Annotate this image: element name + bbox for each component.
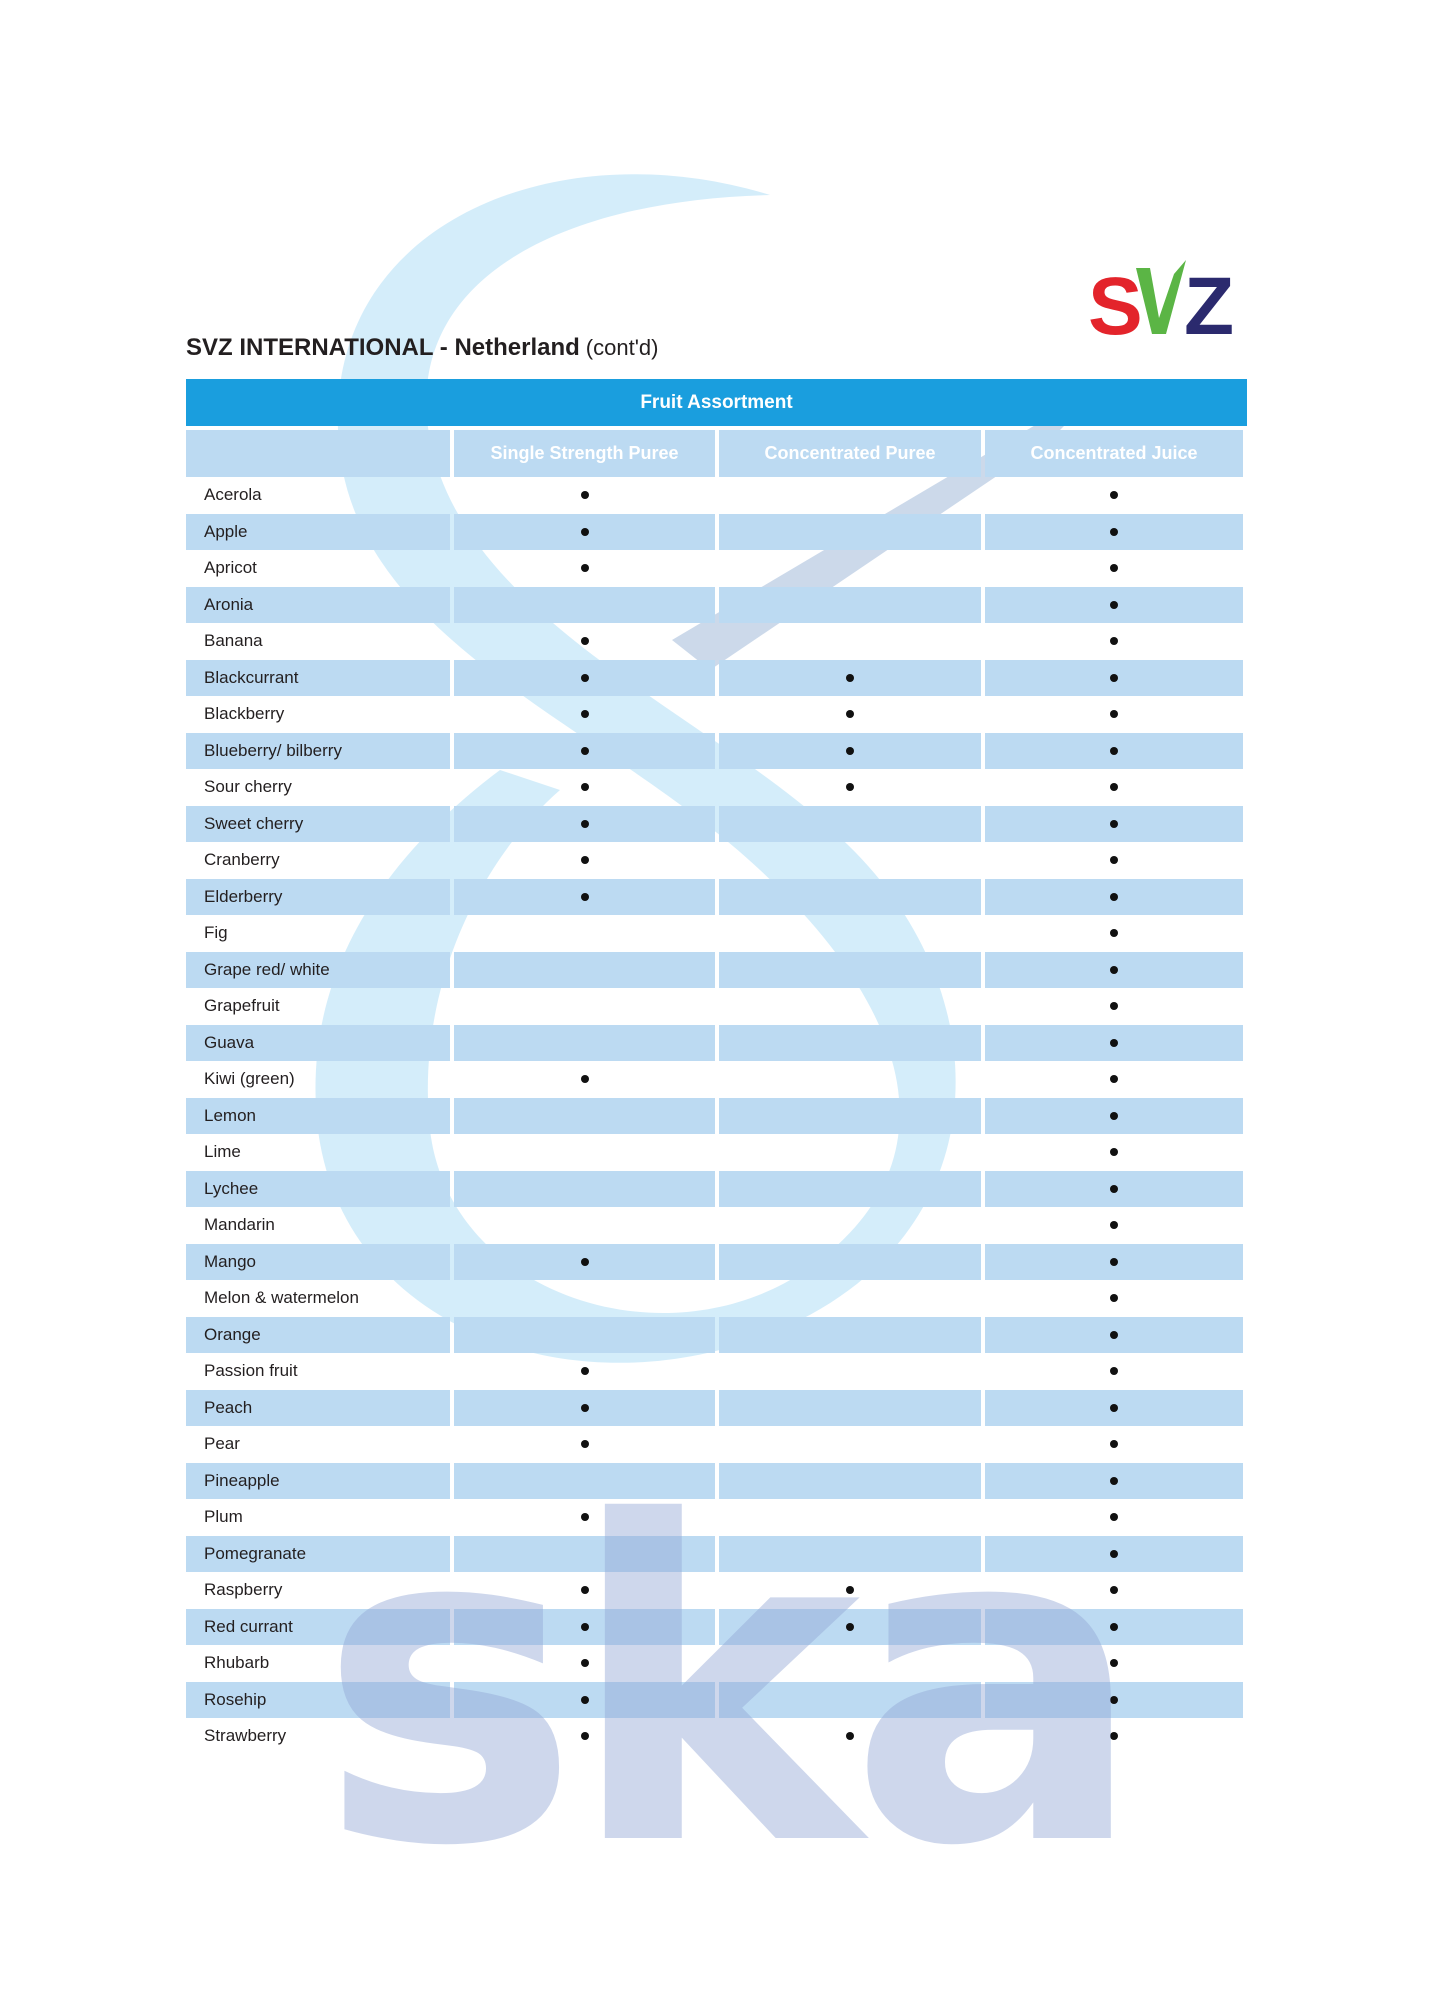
availability-cell xyxy=(454,1171,715,1208)
fruit-name-cell: Lychee xyxy=(186,1171,450,1208)
availability-cell xyxy=(985,1645,1243,1682)
fruit-name-cell: Apple xyxy=(186,514,450,551)
availability-dot xyxy=(1110,1696,1118,1704)
availability-cell xyxy=(719,550,981,587)
fruit-name-cell: Passion fruit xyxy=(204,1361,298,1381)
table-row xyxy=(186,733,1247,770)
fruit-name-cell: Sour cherry xyxy=(204,777,292,797)
availability-cell xyxy=(719,1645,981,1682)
table-row xyxy=(186,1244,1247,1281)
availability-cell xyxy=(719,1134,981,1171)
availability-cell xyxy=(454,1134,715,1171)
availability-cell xyxy=(454,1718,715,1755)
availability-dot xyxy=(1110,674,1118,682)
availability-cell xyxy=(454,1682,715,1719)
availability-cell xyxy=(985,769,1243,806)
availability-cell xyxy=(985,1317,1243,1354)
availability-cell xyxy=(719,623,981,660)
header-concentrated-puree: Concentrated Puree xyxy=(719,430,981,477)
availability-dot xyxy=(1110,820,1118,828)
availability-dot xyxy=(581,1513,589,1521)
availability-cell xyxy=(985,879,1243,916)
availability-cell xyxy=(719,1353,981,1390)
availability-dot xyxy=(581,710,589,718)
availability-cell xyxy=(719,988,981,1025)
table-row xyxy=(186,1536,1247,1573)
table-row xyxy=(186,988,1247,1025)
availability-cell xyxy=(985,806,1243,843)
table-row xyxy=(186,769,1247,806)
table-row xyxy=(186,1645,1247,1682)
availability-dot xyxy=(581,1623,589,1631)
availability-dot xyxy=(581,1659,589,1667)
availability-dot xyxy=(846,783,854,791)
availability-dot xyxy=(1110,1513,1118,1521)
fruit-name-cell: Grapefruit xyxy=(204,996,280,1016)
fruit-name-cell: Lemon xyxy=(186,1098,450,1135)
table-row xyxy=(186,1171,1247,1208)
table-row xyxy=(186,842,1247,879)
table-row xyxy=(186,587,1247,624)
availability-cell xyxy=(454,1499,715,1536)
availability-dot xyxy=(1110,966,1118,974)
availability-cell xyxy=(985,1061,1243,1098)
table-header-row xyxy=(186,430,1247,477)
availability-cell xyxy=(719,1244,981,1281)
fruit-name-cell: Rhubarb xyxy=(204,1653,270,1673)
table-row xyxy=(186,1353,1247,1390)
availability-dot xyxy=(1110,601,1118,609)
availability-dot xyxy=(1110,783,1118,791)
fruit-name-cell: Mango xyxy=(186,1244,450,1281)
availability-dot xyxy=(1110,1732,1118,1740)
availability-cell xyxy=(719,477,981,514)
availability-cell xyxy=(719,1280,981,1317)
fruit-name-cell: Cranberry xyxy=(204,850,280,870)
availability-dot xyxy=(581,747,589,755)
availability-dot xyxy=(1110,1440,1118,1448)
availability-cell xyxy=(454,1572,715,1609)
availability-cell xyxy=(985,1390,1243,1427)
fruit-name-cell: Guava xyxy=(186,1025,450,1062)
availability-cell xyxy=(719,1061,981,1098)
availability-cell xyxy=(985,1207,1243,1244)
availability-cell xyxy=(719,1609,981,1646)
table-row xyxy=(186,1207,1247,1244)
availability-dot xyxy=(846,1732,854,1740)
fruit-name-cell: Grape red/ white xyxy=(186,952,450,989)
logo-letter-s: S xyxy=(1088,261,1143,342)
availability-cell xyxy=(454,696,715,733)
table-row xyxy=(186,1718,1247,1755)
header-single-strength-puree: Single Strength Puree xyxy=(454,430,715,477)
availability-dot xyxy=(1110,1586,1118,1594)
fruit-name-cell: Banana xyxy=(204,631,263,651)
availability-cell xyxy=(454,1645,715,1682)
fruit-assortment-table xyxy=(186,379,1247,1755)
availability-cell xyxy=(985,1426,1243,1463)
availability-dot xyxy=(1110,564,1118,572)
availability-cell xyxy=(454,1536,715,1573)
availability-dot xyxy=(1110,1185,1118,1193)
watermark-ska: ska xyxy=(318,1430,1134,1942)
fruit-name-cell: Pear xyxy=(204,1434,240,1454)
table-row xyxy=(186,514,1247,551)
availability-cell xyxy=(985,1244,1243,1281)
availability-cell xyxy=(985,550,1243,587)
availability-dot xyxy=(581,820,589,828)
availability-cell xyxy=(985,1171,1243,1208)
availability-dot xyxy=(846,1586,854,1594)
table-row xyxy=(186,952,1247,989)
availability-dot xyxy=(1110,1623,1118,1631)
availability-dot xyxy=(1110,528,1118,536)
availability-cell xyxy=(719,1317,981,1354)
availability-dot xyxy=(1110,1550,1118,1558)
availability-dot xyxy=(581,893,589,901)
availability-cell xyxy=(985,1682,1243,1719)
table-row xyxy=(186,660,1247,697)
table-row xyxy=(186,623,1247,660)
fruit-name-cell: Blackberry xyxy=(204,704,285,724)
availability-cell xyxy=(985,514,1243,551)
fruit-name-cell: Strawberry xyxy=(204,1726,287,1746)
table-row xyxy=(186,1426,1247,1463)
availability-cell xyxy=(454,514,715,551)
fruit-name-cell: Kiwi (green) xyxy=(204,1069,295,1089)
table-row xyxy=(186,1061,1247,1098)
availability-cell xyxy=(719,1536,981,1573)
fruit-name-cell: Blackcurrant xyxy=(186,660,450,697)
fruit-name-cell: Mandarin xyxy=(204,1215,275,1235)
availability-dot xyxy=(1110,1221,1118,1229)
availability-cell xyxy=(985,660,1243,697)
availability-cell xyxy=(454,842,715,879)
availability-dot xyxy=(581,1732,589,1740)
availability-cell xyxy=(985,952,1243,989)
fruit-name-cell: Red currant xyxy=(186,1609,450,1646)
availability-cell xyxy=(719,1572,981,1609)
table-row xyxy=(186,879,1247,916)
availability-cell xyxy=(454,660,715,697)
availability-cell xyxy=(454,587,715,624)
availability-cell xyxy=(985,842,1243,879)
availability-cell xyxy=(985,696,1243,733)
availability-cell xyxy=(454,623,715,660)
fruit-name-cell: Melon & watermelon xyxy=(204,1288,359,1308)
availability-cell xyxy=(454,1207,715,1244)
availability-cell xyxy=(985,733,1243,770)
availability-dot xyxy=(581,856,589,864)
table-row xyxy=(186,477,1247,514)
availability-cell xyxy=(719,952,981,989)
availability-dot xyxy=(1110,893,1118,901)
fruit-name-cell: Pineapple xyxy=(186,1463,450,1500)
page-title xyxy=(186,334,658,362)
availability-dot xyxy=(581,1586,589,1594)
availability-cell xyxy=(719,696,981,733)
fruit-name-cell: Orange xyxy=(186,1317,450,1354)
availability-cell xyxy=(719,1025,981,1062)
availability-cell xyxy=(454,769,715,806)
page-title-suffix: (cont'd) xyxy=(585,335,659,360)
availability-cell xyxy=(454,550,715,587)
availability-dot xyxy=(846,674,854,682)
availability-cell xyxy=(719,806,981,843)
availability-dot xyxy=(1110,929,1118,937)
availability-cell xyxy=(985,1463,1243,1500)
header-concentrated-juice: Concentrated Juice xyxy=(985,430,1243,477)
availability-cell xyxy=(454,477,715,514)
availability-cell xyxy=(454,1609,715,1646)
availability-dot xyxy=(581,783,589,791)
table-row xyxy=(186,1572,1247,1609)
availability-cell xyxy=(719,587,981,624)
logo-letter-z: Z xyxy=(1184,261,1235,342)
fruit-name-cell: Lime xyxy=(204,1142,241,1162)
availability-cell xyxy=(454,879,715,916)
availability-cell xyxy=(719,1463,981,1500)
availability-cell xyxy=(985,1499,1243,1536)
table-body xyxy=(186,477,1247,1755)
availability-cell xyxy=(985,1609,1243,1646)
availability-cell xyxy=(454,1463,715,1500)
table-row xyxy=(186,1025,1247,1062)
fruit-name-cell: Peach xyxy=(186,1390,450,1427)
availability-dot xyxy=(581,528,589,536)
availability-cell xyxy=(454,1061,715,1098)
table-row xyxy=(186,1609,1247,1646)
table-row xyxy=(186,1134,1247,1171)
table-row xyxy=(186,1098,1247,1135)
fruit-name-cell: Raspberry xyxy=(204,1580,283,1600)
availability-dot xyxy=(581,564,589,572)
availability-dot xyxy=(1110,1331,1118,1339)
availability-dot xyxy=(1110,1075,1118,1083)
availability-cell xyxy=(719,1171,981,1208)
fruit-name-cell: Fig xyxy=(204,923,228,943)
availability-dot xyxy=(581,1075,589,1083)
availability-cell xyxy=(719,915,981,952)
availability-cell xyxy=(719,842,981,879)
availability-dot xyxy=(581,491,589,499)
availability-dot xyxy=(581,1696,589,1704)
fruit-name-cell: Aronia xyxy=(186,587,450,624)
availability-cell xyxy=(985,587,1243,624)
availability-dot xyxy=(581,637,589,645)
availability-dot xyxy=(581,1440,589,1448)
availability-dot xyxy=(1110,1148,1118,1156)
availability-cell xyxy=(985,1572,1243,1609)
availability-dot xyxy=(846,710,854,718)
table-title: Fruit Assortment xyxy=(186,379,1247,426)
fruit-name-cell: Pomegranate xyxy=(186,1536,450,1573)
availability-cell xyxy=(454,952,715,989)
availability-dot xyxy=(1110,1367,1118,1375)
availability-cell xyxy=(719,1207,981,1244)
availability-cell xyxy=(719,660,981,697)
availability-cell xyxy=(454,915,715,952)
availability-dot xyxy=(1110,1112,1118,1120)
availability-dot xyxy=(1110,856,1118,864)
availability-cell xyxy=(454,1280,715,1317)
fruit-name-cell: Rosehip xyxy=(186,1682,450,1719)
table-row xyxy=(186,806,1247,843)
availability-cell xyxy=(454,806,715,843)
table-row xyxy=(186,696,1247,733)
table-row xyxy=(186,915,1247,952)
page-title-main: SVZ INTERNATIONAL - Netherland xyxy=(186,334,580,361)
table-row xyxy=(186,1390,1247,1427)
availability-cell xyxy=(454,988,715,1025)
availability-cell xyxy=(454,1098,715,1135)
table-row xyxy=(186,1682,1247,1719)
fruit-name-cell: Plum xyxy=(204,1507,243,1527)
availability-dot xyxy=(1110,1659,1118,1667)
availability-cell xyxy=(985,477,1243,514)
availability-cell xyxy=(985,1098,1243,1135)
availability-cell xyxy=(719,879,981,916)
availability-cell xyxy=(719,1682,981,1719)
fruit-name-cell: Sweet cherry xyxy=(186,806,450,843)
availability-dot xyxy=(581,1404,589,1412)
availability-cell xyxy=(454,733,715,770)
availability-cell xyxy=(985,1718,1243,1755)
fruit-name-cell: Acerola xyxy=(204,485,262,505)
header-fruit xyxy=(186,430,450,477)
availability-cell xyxy=(985,915,1243,952)
availability-cell xyxy=(454,1244,715,1281)
availability-cell xyxy=(719,1390,981,1427)
availability-cell xyxy=(719,1499,981,1536)
availability-cell xyxy=(719,769,981,806)
availability-cell xyxy=(454,1353,715,1390)
availability-cell xyxy=(454,1426,715,1463)
availability-dot xyxy=(1110,637,1118,645)
availability-cell xyxy=(719,1718,981,1755)
availability-dot xyxy=(1110,747,1118,755)
availability-dot xyxy=(581,1258,589,1266)
availability-dot xyxy=(1110,1258,1118,1266)
availability-cell xyxy=(454,1390,715,1427)
logo-letter-v xyxy=(1136,260,1186,334)
table-row xyxy=(186,1280,1247,1317)
availability-dot xyxy=(1110,491,1118,499)
availability-dot xyxy=(1110,1002,1118,1010)
availability-dot xyxy=(846,1623,854,1631)
table-row xyxy=(186,1499,1247,1536)
availability-dot xyxy=(1110,1294,1118,1302)
fruit-name-cell: Apricot xyxy=(204,558,257,578)
availability-cell xyxy=(985,988,1243,1025)
availability-dot xyxy=(1110,1477,1118,1485)
fruit-name-cell: Elderberry xyxy=(186,879,450,916)
availability-dot xyxy=(581,1367,589,1375)
table-row xyxy=(186,1317,1247,1354)
availability-cell xyxy=(985,623,1243,660)
availability-cell xyxy=(719,1098,981,1135)
table-row xyxy=(186,550,1247,587)
availability-cell xyxy=(985,1134,1243,1171)
availability-cell xyxy=(454,1317,715,1354)
availability-dot xyxy=(581,674,589,682)
availability-cell xyxy=(985,1025,1243,1062)
availability-dot xyxy=(1110,1039,1118,1047)
svz-logo xyxy=(1088,258,1240,342)
availability-cell xyxy=(719,1426,981,1463)
availability-dot xyxy=(1110,710,1118,718)
availability-cell xyxy=(985,1280,1243,1317)
availability-cell xyxy=(985,1353,1243,1390)
table-row xyxy=(186,1463,1247,1500)
fruit-name-cell: Blueberry/ bilberry xyxy=(186,733,450,770)
availability-cell xyxy=(454,1025,715,1062)
availability-cell xyxy=(719,733,981,770)
availability-dot xyxy=(1110,1404,1118,1412)
availability-dot xyxy=(846,747,854,755)
availability-cell xyxy=(719,514,981,551)
availability-cell xyxy=(985,1536,1243,1573)
